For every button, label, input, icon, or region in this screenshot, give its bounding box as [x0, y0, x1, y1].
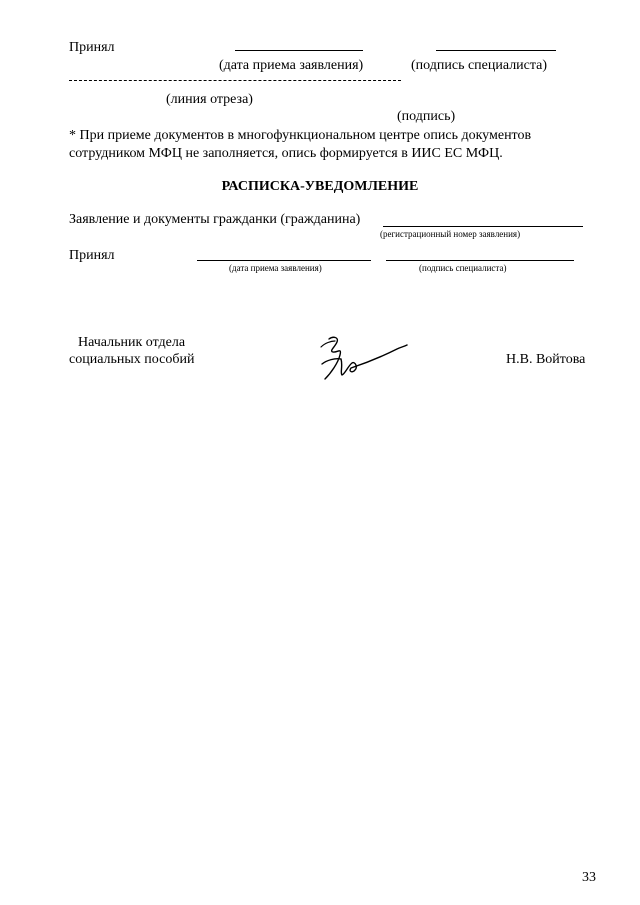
signatory-name: Н.В. Войтова — [506, 352, 586, 367]
signature-caption: (подпись специалиста) — [411, 58, 548, 73]
signature-blank-line — [436, 50, 556, 51]
receipt-title: РАСПИСКА-УВЕДОМЛЕНИЕ — [221, 179, 419, 194]
reg-number-caption: (регистрационный номер заявления) — [380, 229, 521, 239]
reg-number-blank-line — [383, 226, 583, 227]
page-number: 33 — [582, 870, 596, 885]
receipt-date-caption: (дата приема заявления) — [229, 263, 322, 273]
date-caption: (дата приема заявления) — [219, 58, 364, 73]
signature-only-caption: (подпись) — [397, 109, 456, 124]
date-blank-line — [235, 50, 363, 51]
position-line2: социальных пособий — [69, 352, 195, 367]
receipt-signature-caption: (подпись специалиста) — [419, 263, 507, 273]
receipt-date-blank-line — [197, 260, 371, 261]
position-line1: Начальник отдела — [78, 335, 186, 350]
cut-line — [69, 80, 401, 81]
accepted-label: Принял — [69, 40, 115, 55]
cut-line-caption: (линия отреза) — [166, 92, 253, 107]
statement-label: Заявление и документы гражданки (гражданина) — [69, 212, 361, 227]
receipt-signature-blank-line — [386, 260, 574, 261]
handwritten-signature-image — [315, 333, 415, 383]
footnote: * При приеме документов в многофункциональном центре опись документов сотрудником МФЦ не заполняется, опись формируется в ИИС ЕС МФЦ. — [69, 128, 532, 161]
receipt-accepted-label: Принял — [69, 248, 115, 263]
